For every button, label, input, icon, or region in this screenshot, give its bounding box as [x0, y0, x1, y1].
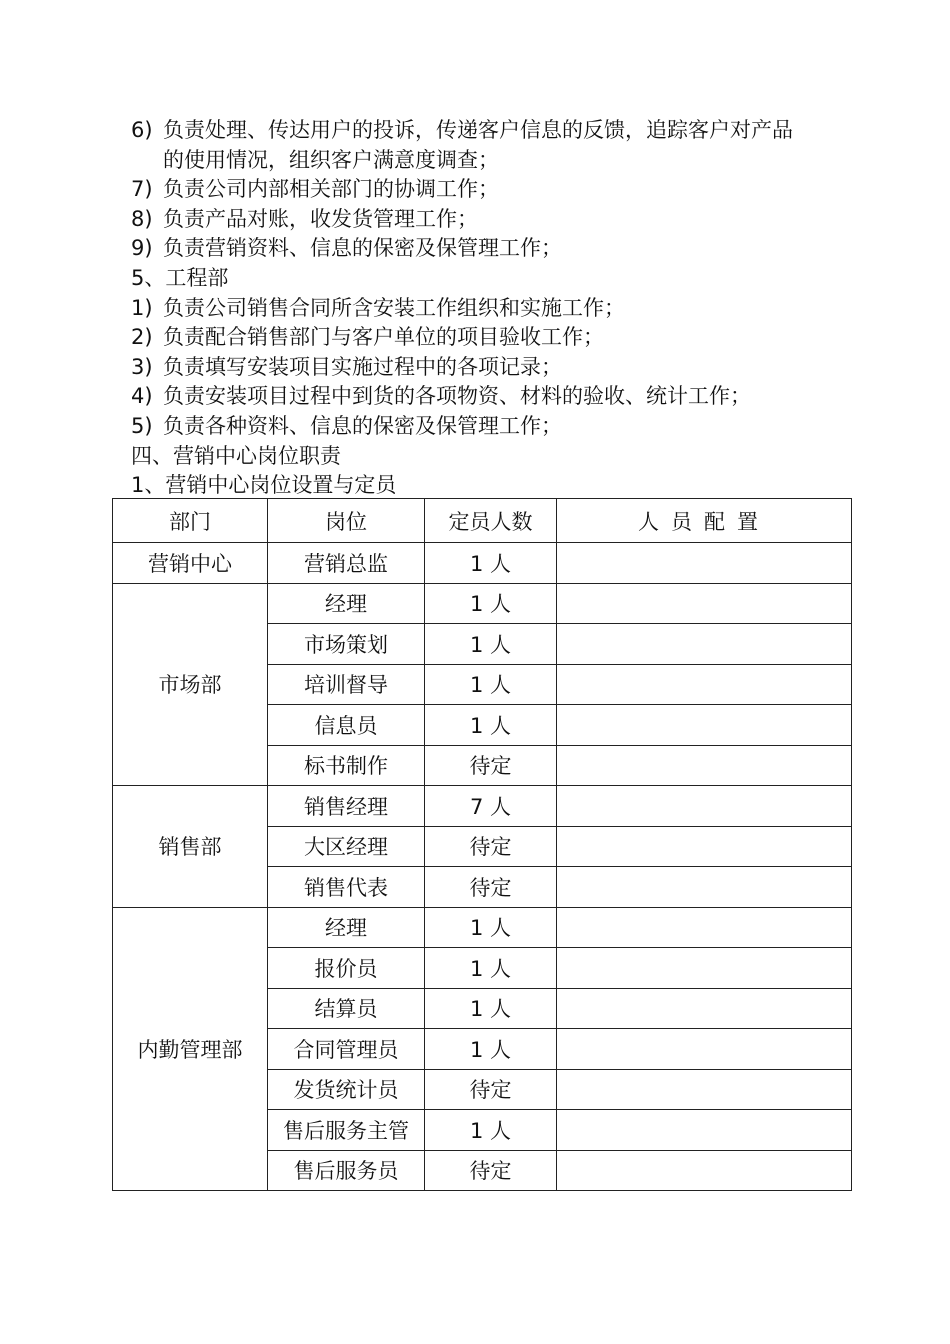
section-heading: 5、工程部: [131, 265, 229, 290]
list-number: 3): [131, 354, 153, 379]
list-item: [131, 234, 851, 264]
position-cell: 售后服务主管: [268, 1110, 425, 1151]
position-cell: 售后服务员: [268, 1150, 425, 1191]
list-item: [131, 353, 851, 383]
table-row: [113, 786, 852, 827]
header-headcount: 定员人数: [425, 499, 557, 543]
position-cell: 信息员: [268, 705, 425, 746]
headcount-cell: 待定: [425, 1150, 557, 1191]
headcount-cell: 1 人: [425, 543, 557, 584]
headcount-cell: 1 人: [425, 624, 557, 665]
list-text: 负责产品对账，收发货管理工作；: [163, 206, 478, 231]
headcount-cell: 待定: [425, 745, 557, 786]
staffing-cell: [557, 583, 852, 624]
staffing-cell: [557, 1110, 852, 1151]
headcount-cell: 1 人: [425, 1110, 557, 1151]
headcount-cell: 待定: [425, 826, 557, 867]
headcount-cell: 1 人: [425, 583, 557, 624]
headcount-cell: 待定: [425, 1069, 557, 1110]
list-number: 4): [131, 384, 153, 409]
list-item: [131, 205, 851, 235]
staffing-table: [112, 498, 852, 1191]
header-staffing: 人员配置: [557, 499, 852, 543]
list-number: 7): [131, 177, 153, 202]
position-cell: 培训督导: [268, 664, 425, 705]
staffing-cell: [557, 705, 852, 746]
list-number: 1): [131, 295, 153, 320]
list-item: [131, 175, 851, 205]
position-cell: 市场策划: [268, 624, 425, 665]
staffing-cell: [557, 786, 852, 827]
position-cell: 营销总监: [268, 543, 425, 584]
headcount-cell: 1 人: [425, 705, 557, 746]
list-item: [131, 412, 851, 442]
list-item-continuation: 的使用情况，组织客户满意度调查；: [163, 147, 499, 172]
headcount-cell: 1 人: [425, 907, 557, 948]
staffing-cell: [557, 745, 852, 786]
position-cell: 结算员: [268, 988, 425, 1029]
list-text: 负责配合销售部门与客户单位的项目验收工作；: [163, 325, 604, 350]
staffing-cell: [557, 664, 852, 705]
position-cell: 经理: [268, 583, 425, 624]
header-department: 部门: [113, 499, 268, 543]
list-item: [131, 294, 851, 324]
staffing-cell: [557, 1069, 852, 1110]
table-row: [113, 583, 852, 624]
department-cell: 市场部: [113, 583, 268, 786]
list-text: 负责填写安装项目实施过程中的各项记录；: [163, 354, 562, 379]
headcount-cell: 7 人: [425, 786, 557, 827]
list-item: [131, 382, 851, 412]
headcount-cell: 1 人: [425, 1029, 557, 1070]
header-position: 岗位: [268, 499, 425, 543]
position-cell: 标书制作: [268, 745, 425, 786]
staffing-cell: [557, 826, 852, 867]
department-cell: 营销中心: [113, 543, 268, 584]
list-text: 负责营销资料、信息的保密及保管理工作；: [163, 236, 562, 261]
section-heading: 四、营销中心岗位职责: [131, 443, 341, 468]
position-cell: 报价员: [268, 948, 425, 989]
list-number: 8): [131, 206, 153, 231]
headcount-cell: 1 人: [425, 948, 557, 989]
department-cell: 内勤管理部: [113, 907, 268, 1191]
department-cell: 销售部: [113, 786, 268, 908]
position-cell: 销售经理: [268, 786, 425, 827]
staffing-cell: [557, 624, 852, 665]
list-text: 负责各种资料、信息的保密及保管理工作；: [163, 413, 562, 438]
document-body: [131, 116, 851, 501]
staffing-cell: [557, 1029, 852, 1070]
staffing-cell: [557, 988, 852, 1029]
list-item: [131, 116, 851, 146]
staffing-cell: [557, 867, 852, 908]
position-cell: 销售代表: [268, 867, 425, 908]
staffing-cell: [557, 543, 852, 584]
list-text: 负责安装项目过程中到货的各项物资、材料的验收、统计工作；: [163, 384, 751, 409]
list-number: 9): [131, 236, 153, 261]
position-cell: 发货统计员: [268, 1069, 425, 1110]
staffing-cell: [557, 948, 852, 989]
list-number: 6): [131, 118, 153, 142]
list-number: 2): [131, 325, 153, 350]
position-cell: 合同管理员: [268, 1029, 425, 1070]
table-row: [113, 543, 852, 584]
table-header-row: [113, 499, 852, 543]
headcount-cell: 1 人: [425, 664, 557, 705]
table-row: [113, 907, 852, 948]
position-cell: 大区经理: [268, 826, 425, 867]
list-text: 负责处理、传达用户的投诉，传递客户信息的反馈，追踪客户对产品: [163, 118, 793, 142]
list-item: [131, 323, 851, 353]
position-cell: 经理: [268, 907, 425, 948]
staffing-cell: [557, 907, 852, 948]
headcount-cell: 1 人: [425, 988, 557, 1029]
list-number: 5): [131, 413, 153, 438]
list-text: 负责公司内部相关部门的协调工作；: [163, 177, 499, 202]
staffing-cell: [557, 1150, 852, 1191]
subsection-heading: 1、营销中心岗位设置与定员: [131, 473, 397, 498]
list-text: 负责公司销售合同所含安装工作组织和实施工作；: [163, 295, 625, 320]
headcount-cell: 待定: [425, 867, 557, 908]
